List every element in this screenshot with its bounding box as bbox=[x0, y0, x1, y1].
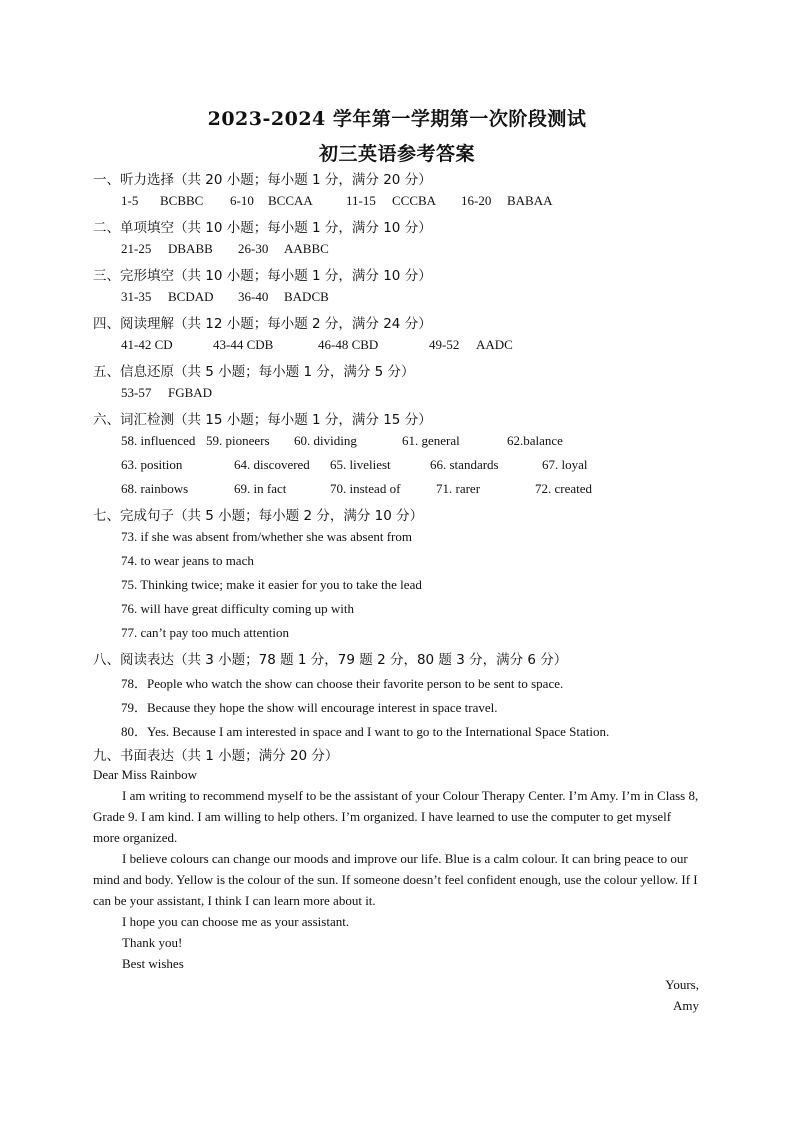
letter-paragraph: Best wishes bbox=[122, 956, 184, 971]
vocab-answer: 72. created bbox=[535, 481, 593, 496]
document-title: 2023-2024 学年第一学期第一次阶段测试 bbox=[207, 108, 587, 130]
answer-range: 11-15 bbox=[346, 193, 376, 208]
sentence-answer: 73. if she was absent from/whether she was absent from bbox=[121, 529, 412, 544]
answer-key: BCBBC bbox=[160, 193, 204, 208]
vocab-answer: 71. rarer bbox=[436, 481, 481, 496]
letter-paragraph: I hope you can choose me as your assistant. bbox=[122, 914, 350, 929]
section-5-heading: 五、信息还原（共 5 小题；每小题 1 分，满分 5 分） bbox=[93, 364, 415, 380]
section-1-heading: 一、听力选择（共 20 小题；每小题 1 分，满分 20 分） bbox=[93, 172, 432, 188]
section-7-heading: 七、完成句子（共 5 小题；每小题 2 分，满分 10 分） bbox=[93, 508, 424, 524]
reading-answer: 80．Yes. Because I am interested in space and I want to go to the International Space Station. bbox=[121, 724, 610, 739]
answer-range: 21-25 bbox=[121, 241, 152, 256]
answer-key: DBABB bbox=[168, 241, 213, 256]
vocab-answer: 58. influenced bbox=[121, 433, 196, 448]
vocab-answer: 65. liveliest bbox=[330, 457, 391, 472]
answer-key: 43-44 CDB bbox=[213, 337, 274, 352]
section-4-heading: 四、阅读理解（共 12 小题；每小题 2 分，满分 24 分） bbox=[93, 316, 432, 332]
letter-paragraph: I believe colours can change our moods and improve our life. Blue is a calm colour. It can bring peace to our mind and body. Yellow is the colour of the sun. If someone doesn’t feel confident enough, use the colour yellow. If I can be your assistant, I think I can learn more about it. bbox=[93, 851, 698, 908]
letter-greeting: Dear Miss Rainbow bbox=[93, 767, 197, 782]
reading-answer: 79．Because they hope the show will encourage interest in space travel. bbox=[121, 700, 498, 715]
section-3-heading: 三、完形填空（共 10 小题；每小题 1 分，满分 10 分） bbox=[93, 268, 432, 284]
sentence-answer: 76. will have great difficulty coming up with bbox=[121, 601, 354, 616]
section-6-heading: 六、词汇检测（共 15 小题；每小题 1 分，满分 15 分） bbox=[93, 412, 432, 428]
letter-closing: Yours, bbox=[665, 977, 699, 992]
vocab-answer: 69. in fact bbox=[234, 481, 287, 496]
reading-answer: 78．People who watch the show can choose their favorite person to be sent to space. bbox=[121, 676, 564, 691]
sentence-answer: 77. can’t pay too much attention bbox=[121, 625, 289, 640]
section-2-heading: 二、单项填空（共 10 小题；每小题 1 分，满分 10 分） bbox=[93, 220, 432, 236]
answer-range: 31-35 bbox=[121, 289, 152, 304]
answer-key: FGBAD bbox=[168, 385, 213, 400]
vocab-answer: 62.balance bbox=[507, 433, 563, 448]
section-8-heading: 八、阅读表达（共 3 小题；78 题 1 分，79 题 2 分，80 题 3 分，满分 6 分） bbox=[93, 652, 568, 668]
answer-key: BCCAA bbox=[268, 193, 313, 208]
sentence-answer: 75. Thinking twice; make it easier for you to take the lead bbox=[121, 577, 422, 592]
answer-key: AADC bbox=[476, 337, 513, 352]
answer-range: 1-5 bbox=[121, 193, 139, 208]
letter-paragraph: I am writing to recommend myself to be the assistant of your Colour Therapy Center. I’m Amy. I’m in Class 8, Grade 9. I am kind. I am willing to help others. I’m organized. I have learned to use the computer to get myself more organized. bbox=[93, 788, 699, 845]
vocab-answer: 67. loyal bbox=[542, 457, 588, 472]
answer-range: 49-52 bbox=[429, 337, 460, 352]
vocab-answer: 68. rainbows bbox=[121, 481, 189, 496]
answer-key: CCCBA bbox=[392, 193, 437, 208]
answer-key: BABAA bbox=[507, 193, 553, 208]
vocab-answer: 61. general bbox=[402, 433, 460, 448]
letter-signature: Amy bbox=[673, 998, 699, 1013]
vocab-answer: 66. standards bbox=[430, 457, 499, 472]
vocab-answer: 63. position bbox=[121, 457, 183, 472]
document-subtitle: 初三英语参考答案 bbox=[318, 143, 475, 165]
section-9-heading: 九、书面表达（共 1 小题；满分 20 分） bbox=[93, 748, 339, 764]
answer-key: BCDAD bbox=[168, 289, 214, 304]
sentence-answer: 74. to wear jeans to mach bbox=[121, 553, 254, 568]
vocab-answer: 64. discovered bbox=[234, 457, 310, 472]
answer-range: 36-40 bbox=[238, 289, 269, 304]
answer-range: 6-10 bbox=[230, 193, 254, 208]
vocab-answer: 60. dividing bbox=[294, 433, 357, 448]
answer-key: AABBC bbox=[284, 241, 329, 256]
answer-key: BADCB bbox=[284, 289, 329, 304]
answer-range: 26-30 bbox=[238, 241, 269, 256]
answer-range: 16-20 bbox=[461, 193, 492, 208]
answer-key: 46-48 CBD bbox=[318, 337, 379, 352]
letter-paragraph: Thank you! bbox=[122, 935, 183, 950]
vocab-answer: 70. instead of bbox=[330, 481, 401, 496]
vocab-answer: 59. pioneers bbox=[206, 433, 270, 448]
answer-key: 41-42 CD bbox=[121, 337, 173, 352]
answer-range: 53-57 bbox=[121, 385, 152, 400]
